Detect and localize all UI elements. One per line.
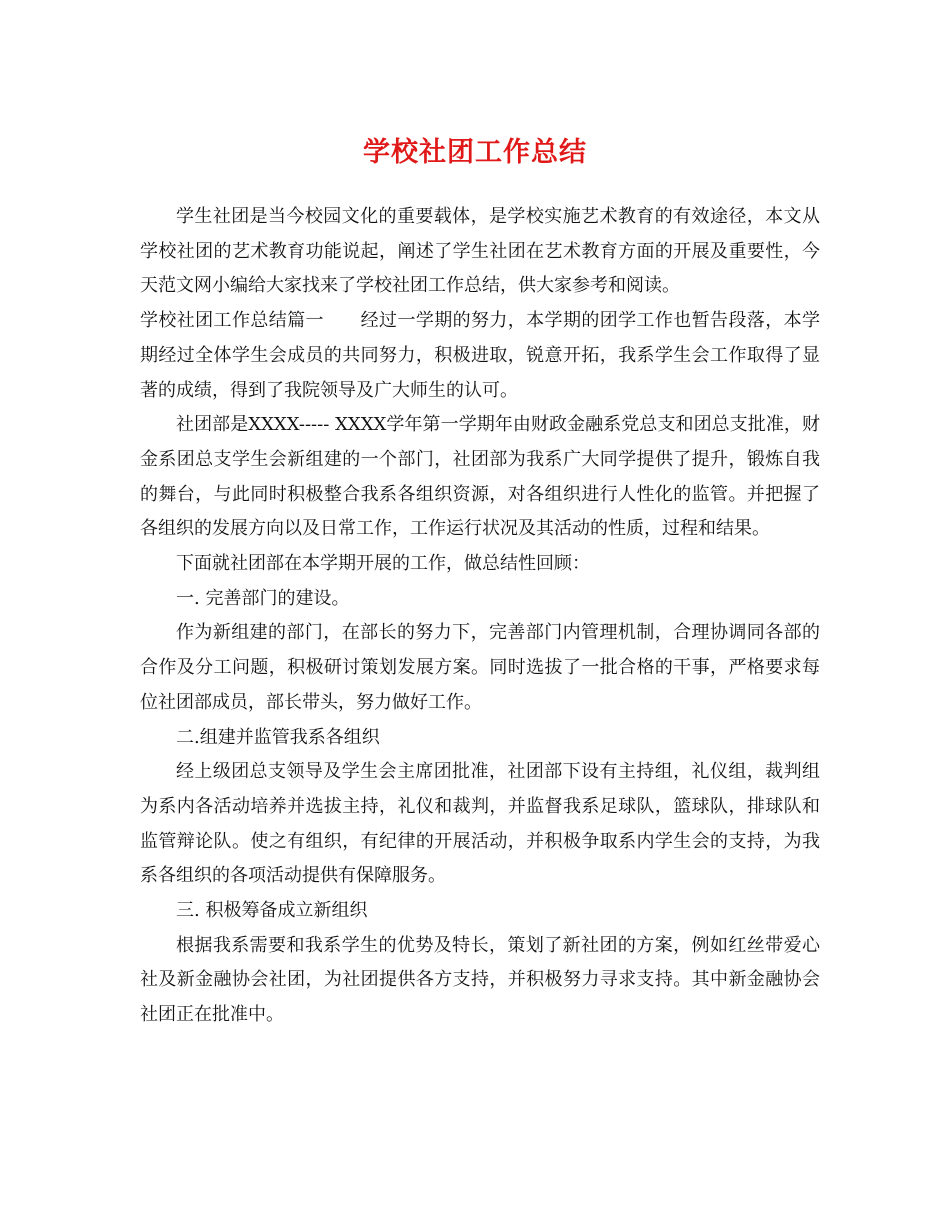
department-building-paragraph: 作为新组建的部门，在部长的努力下，完善部门内管理机制，合理协调同各部的合作及分工问题，积极研讨策划发展方案。同时选拔了一批合格的干事，严格要求每位社团部成员，部长带头，努力做好工作。 — [140, 622, 820, 713]
document-title: 学校社团工作总结 — [363, 137, 587, 168]
department-overview-paragraph: 社团部是XXXX----- XXXX学年第一学期年由财政金融系党总支和团总支批准，财金系团总支学生会新组建的一个部门，社团部为我系广大同学提供了提升，锻炼自我的舞台，与此同时积极整合我系各组织资源，对各组织进行人性化的监管。并把握了各组织的发展方向以及日常工作，工作运行状况及其活动的性质，过程和结果。 — [140, 414, 820, 540]
section-one-intro-paragraph: 学校社团工作总结篇一 经过一学期的努力，本学期的团学工作也暂告段落，本学期经过全体学生会成员的共同努力，积极进取，锐意开拓，我系学生会工作取得了显著的成绩，得到了我院领导及广大师生的认可。 — [140, 310, 820, 401]
review-lead-paragraph: 下面就社团部在本学期开展的工作，做总结性回顾： — [176, 553, 590, 575]
new-organizations-paragraph: 根据我系需要和我系学生的优势及特长，策划了新社团的方案，例如红丝带爱心社及新金融协会社团，为社团提供各方支持，并积极努力寻求支持。其中新金融协会社团正在批准中。 — [140, 934, 820, 1026]
organization-supervision-paragraph: 经上级团总支领导及学生会主席团批准，社团部下设有主持组，礼仪组，裁判组为系内各活动培养并选拔主持，礼仪和裁判，并监督我系足球队，篮球队，排球队和监管辩论队。使之有组织，有纪律的开展活动，并积极争取系内学生会的支持，为我系各组织的各项活动提供有保障服务。 — [140, 761, 820, 887]
document-body — [140, 200, 820, 1033]
heading-department-building: 一. 完善部门的建设。 — [176, 587, 350, 609]
heading-new-organizations: 三. 积极筹备成立新组织 — [176, 900, 368, 922]
intro-paragraph: 学生社团是当今校园文化的重要载体，是学校实施艺术教育的有效途径，本文从学校社团的艺术教育功能说起，阐述了学生社团在艺术教育方面的开展及重要性，今天范文网小编给大家找来了学校社团工作总结，供大家参考和阅读。 — [140, 206, 820, 297]
heading-organization-supervision: 二.组建并监管我系各组织 — [176, 726, 380, 748]
